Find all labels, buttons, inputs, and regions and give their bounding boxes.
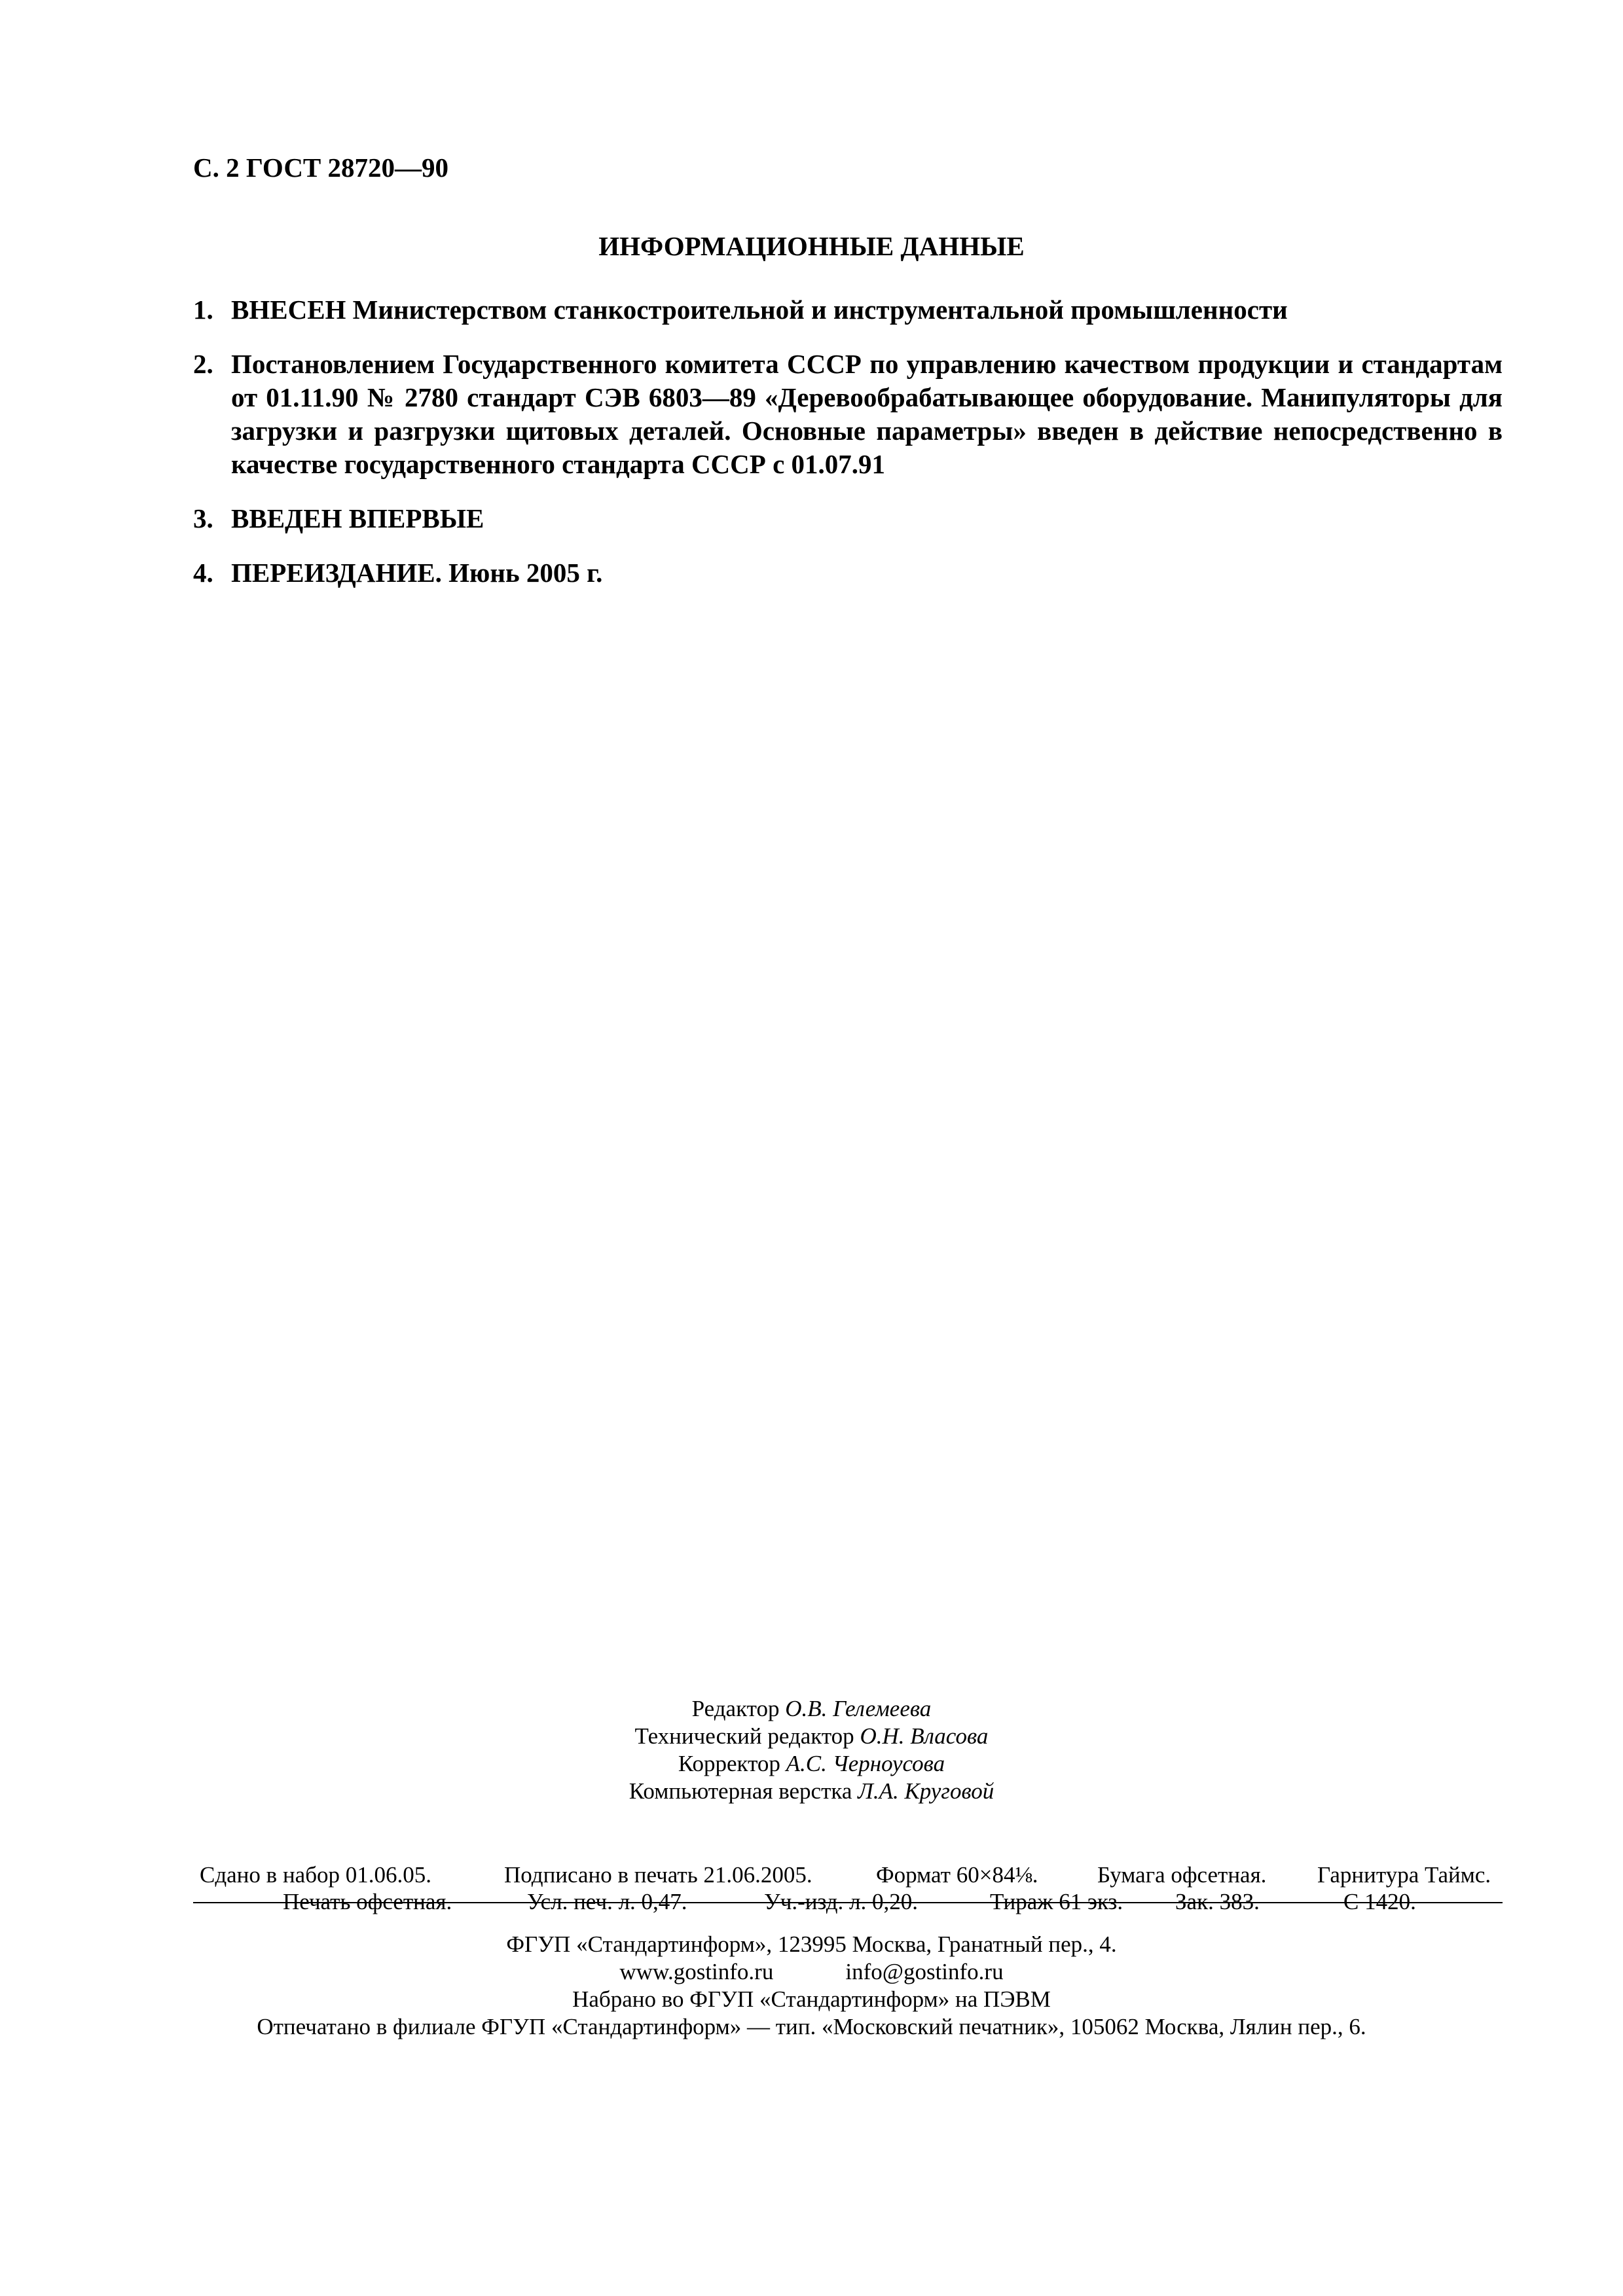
list-item bbox=[193, 556, 1503, 590]
list-item bbox=[193, 348, 1503, 481]
page-header: С. 2 ГОСТ 28720—90 bbox=[193, 152, 449, 183]
typeset-note: Набрано во ФГУП «Стандартинформ» на ПЭВМ bbox=[572, 1986, 1051, 2012]
list-item bbox=[193, 502, 1503, 535]
pub-sheets: Усл. печ. л. 0,47. bbox=[527, 1889, 687, 1914]
item-number: 4. bbox=[193, 558, 213, 588]
list-item bbox=[193, 293, 1503, 327]
item-text: ПЕРЕИЗДАНИЕ. Июнь 2005 г. bbox=[231, 558, 603, 588]
credit-layout: Компьютерная верстка Л.А. Круговой bbox=[629, 1778, 994, 1804]
pub-submitted: Сдано в набор 01.06.05. bbox=[200, 1862, 432, 1888]
contact-line bbox=[0, 1958, 1623, 1986]
email: info@gostinfo.ru bbox=[845, 1959, 1004, 1984]
pub-format: Формат 60×84⅛. bbox=[876, 1862, 1038, 1888]
divider-line bbox=[193, 1902, 1503, 1903]
info-list bbox=[193, 293, 1503, 611]
pub-paper: Бумага офсетная. bbox=[1097, 1862, 1267, 1888]
credit-proofreader: Корректор А.С. Черноусова bbox=[678, 1751, 945, 1776]
pub-edition-sheets: Уч.-изд. л. 0,20. bbox=[764, 1889, 918, 1914]
website: www.gostinfo.ru bbox=[619, 1959, 774, 1984]
imprint-block bbox=[0, 1931, 1623, 2041]
item-number: 1. bbox=[193, 295, 213, 325]
item-text: Постановлением Государственного комитета СССР по управлению качеством продукции и стандартам от 01.11.90 № 2780 стандарт СЭВ 6803—89 «Деревообрабатывающее оборудование. Манипуляторы для загрузки и разгрузки щитовых деталей. Основные параметры» введен в действие непосредственно в качестве государственного стандарта СССР с 01.07.91 bbox=[231, 349, 1503, 479]
credit-editor: Редактор О.В. Гелемеева bbox=[691, 1696, 932, 1721]
pub-signed: Подписано в печать 21.06.2005. bbox=[504, 1862, 812, 1888]
pub-circulation: Тираж 61 экз. bbox=[990, 1889, 1123, 1914]
credit-tech-editor: Технический редактор О.Н. Власова bbox=[634, 1723, 989, 1749]
item-text: ВВЕДЕН ВПЕРВЫЕ bbox=[231, 503, 484, 533]
pub-printing: Печать офсетная. bbox=[283, 1889, 452, 1914]
item-number: 3. bbox=[193, 503, 213, 533]
publisher-address: ФГУП «Стандартинформ», 123995 Москва, Гранатный пер., 4. bbox=[506, 1931, 1117, 1957]
pub-typeface: Гарнитура Таймс. bbox=[1317, 1862, 1491, 1888]
section-title: ИНФОРМАЦИОННЫЕ ДАННЫЕ bbox=[598, 231, 1025, 261]
item-number: 2. bbox=[193, 349, 213, 379]
pub-code: С 1420. bbox=[1343, 1889, 1416, 1914]
printed-note: Отпечатано в филиале ФГУП «Стандартинформ» — тип. «Московский печатник», 105062 Москва, Лялин пер., 6. bbox=[257, 2014, 1366, 2039]
credits-block bbox=[0, 1695, 1623, 1805]
item-text: ВНЕСЕН Министерством станкостроительной и инструментальной промышленности bbox=[231, 295, 1288, 325]
pub-order: Зак. 383. bbox=[1175, 1889, 1260, 1914]
